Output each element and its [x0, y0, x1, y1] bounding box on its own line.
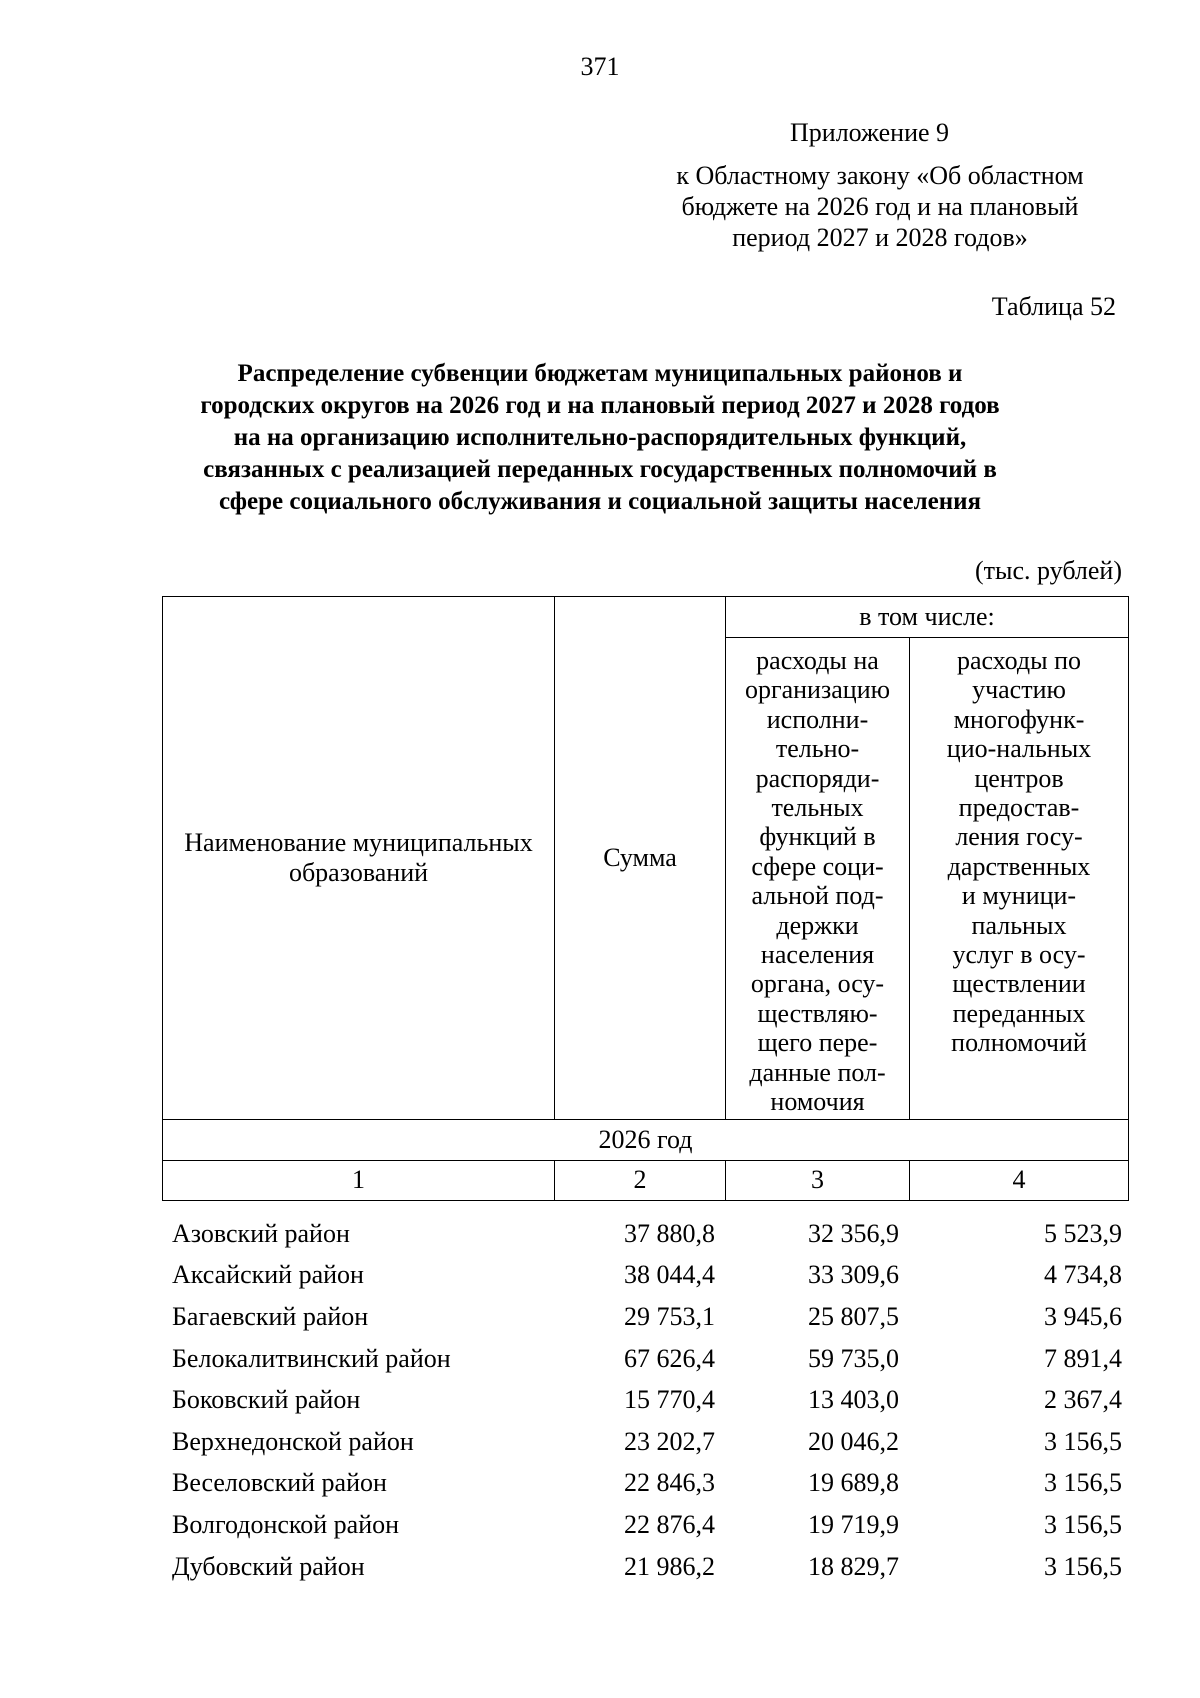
row-sum: 22 846,3: [624, 1468, 715, 1498]
table-row: [162, 1546, 1128, 1588]
row-name: Азовский район: [172, 1218, 350, 1248]
column-number-3: 3: [726, 1160, 910, 1200]
row-mfc-services: 3 156,5: [1044, 1468, 1122, 1498]
row-sum: 38 044,4: [624, 1260, 715, 1290]
row-name: Аксайский район: [172, 1260, 364, 1290]
row-sum: 29 753,1: [624, 1301, 715, 1331]
row-executive-functions: 25 807,5: [808, 1301, 899, 1331]
row-name: Веселовский район: [172, 1468, 387, 1498]
row-executive-functions: 20 046,2: [808, 1426, 899, 1456]
column-header-name: Наименование муниципальных образований: [163, 597, 555, 1120]
row-sum: 23 202,7: [624, 1426, 715, 1456]
appendix-reference: к Областному закону «Об областном бюджете на 2026 год и на плановый период 2027 и 2028 годов»: [676, 161, 1084, 252]
column-header-including: в том числе:: [726, 597, 1129, 638]
table-row: [162, 1213, 1128, 1255]
row-sum: 22 876,4: [624, 1509, 715, 1539]
row-mfc-services: 4 734,8: [1044, 1260, 1122, 1290]
page-number: 371: [580, 52, 620, 81]
column-header-executive-functions: расходы на организацию исполни- тельно- распоряди- тельных функций в сфере соци- альной под- держки населения органа, осу- ществляю- щего пере- данные пол- номочия: [726, 638, 910, 1120]
row-sum: 37 880,8: [624, 1218, 715, 1248]
row-mfc-services: 2 367,4: [1044, 1385, 1122, 1415]
row-sum: 67 626,4: [624, 1343, 715, 1373]
table-row: [162, 1338, 1128, 1380]
year-header: 2026 год: [163, 1119, 1129, 1160]
row-mfc-services: 3 156,5: [1044, 1426, 1122, 1456]
row-mfc-services: 3 156,5: [1044, 1509, 1122, 1539]
row-mfc-services: 7 891,4: [1044, 1343, 1122, 1373]
row-mfc-services: 3 945,6: [1044, 1301, 1122, 1331]
row-executive-functions: 32 356,9: [808, 1218, 899, 1248]
row-sum: 15 770,4: [624, 1385, 715, 1415]
row-executive-functions: 19 689,8: [808, 1468, 899, 1498]
column-header-sum: Сумма: [555, 597, 726, 1120]
table-row: [162, 1421, 1128, 1463]
column-number-1: 1: [163, 1160, 555, 1200]
row-name: Багаевский район: [172, 1301, 369, 1331]
row-executive-functions: 18 829,7: [808, 1551, 899, 1581]
table-row: [162, 1463, 1128, 1505]
table-row: [162, 1296, 1128, 1338]
row-mfc-services: 3 156,5: [1044, 1551, 1122, 1581]
column-number-4: 4: [910, 1160, 1129, 1200]
row-executive-functions: 33 309,6: [808, 1260, 899, 1290]
appendix-label: Приложение 9: [790, 118, 950, 147]
row-name: Дубовский район: [172, 1551, 365, 1581]
row-name: Волгодонской район: [172, 1509, 400, 1539]
units-label: (тыс. рублей): [974, 556, 1122, 585]
table-body: [162, 1213, 1128, 1587]
row-executive-functions: 19 719,9: [808, 1509, 899, 1539]
row-executive-functions: 59 735,0: [808, 1343, 899, 1373]
table-row: [162, 1504, 1128, 1546]
row-mfc-services: 5 523,9: [1044, 1218, 1122, 1248]
row-name: Белокалитвинский район: [172, 1343, 451, 1373]
column-header-mfc-services: расходы по участию многофунк- цио-нальных центров предостав- ления госу- дарственных и муници- пальных услуг в осу- ществлении переданных полномочий: [910, 638, 1129, 1120]
row-name: Боковский район: [172, 1385, 361, 1415]
document-title: Распределение субвенции бюджетам муниципальных районов и городских округов на 2026 год и на плановый период 2027 и 2028 годов на на организацию исполнительно-распорядительных функций, связанных с реализацией переданных государственных полномочий в сфере социального обслуживания и социальной защиты населения: [200, 360, 1000, 515]
row-name: Верхнедонской район: [172, 1426, 414, 1456]
table-header: [162, 596, 1129, 1201]
table-number: Таблица 52: [991, 292, 1116, 321]
row-executive-functions: 13 403,0: [808, 1385, 899, 1415]
column-number-2: 2: [555, 1160, 726, 1200]
table-row: [162, 1255, 1128, 1297]
row-sum: 21 986,2: [624, 1551, 715, 1581]
table-row: [162, 1379, 1128, 1421]
